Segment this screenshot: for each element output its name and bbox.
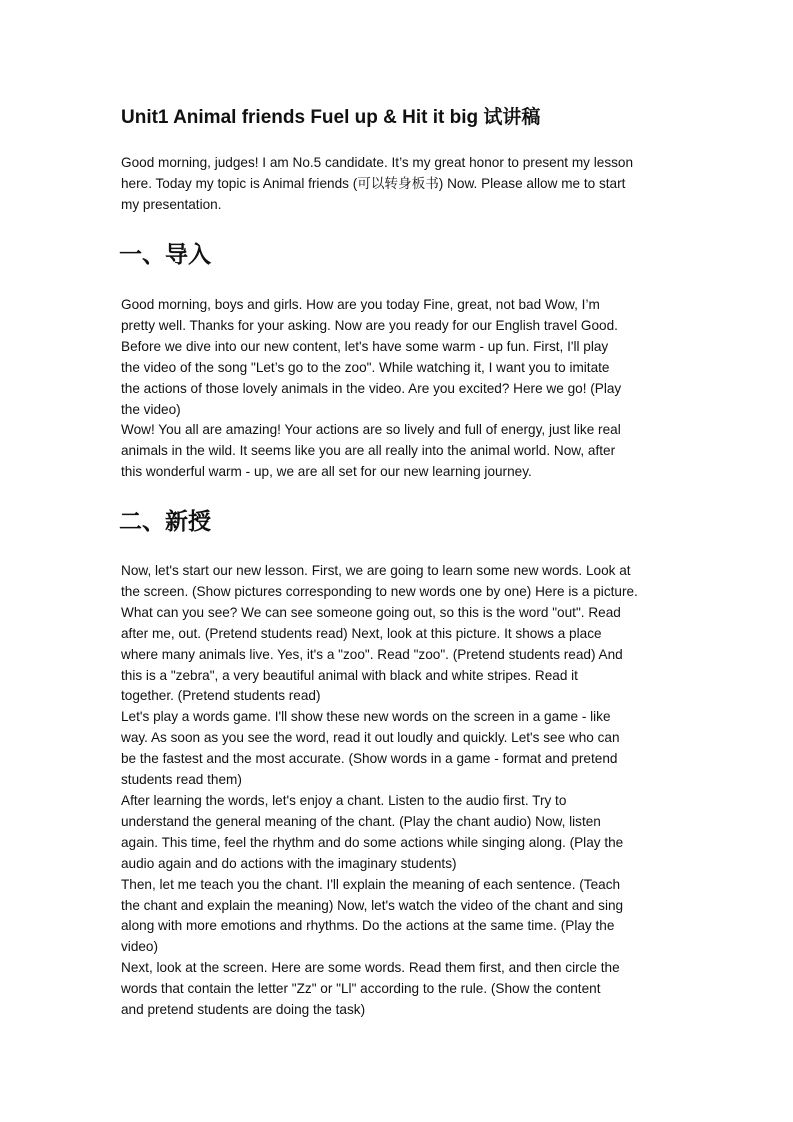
text-line: again. This time, feel the rhythm and do some actions while singing along. (Play the	[121, 834, 624, 850]
text-line: where many animals live. Yes, it's a "zoo". Read "zoo". (Pretend students read) And	[121, 646, 623, 662]
text-line: Now, let's start our new lesson. First, we are going to learn some new words. Look at	[121, 563, 631, 578]
text-line: Next, look at the screen. Here are some words. Read them first, and then circle the	[121, 960, 620, 976]
text-line: Let's play a words game. I'll show these new words on the screen in a game - like	[121, 709, 611, 725]
text-line: way. As soon as you see the word, read it out loudly and quickly. Let's see who can	[121, 730, 620, 746]
section2-paragraph	[121, 561, 686, 1021]
text-line: Good morning, boys and girls. How are you today Fine, great, not bad Wow, I’m	[121, 297, 600, 312]
text-line: words that contain the letter "Zz" or "Ll" according to the rule. (Show the content	[121, 981, 601, 997]
text-line: along with more emotions and rhythms. Do the actions at the same time. (Play the	[121, 918, 615, 934]
text-line: this is a "zebra", a very beautiful animal with black and white stripes. Read it	[121, 667, 578, 683]
section-heading-intro: 一、导入	[119, 242, 211, 268]
intro-paragraph	[121, 153, 686, 216]
document-title: Unit1 Animal friends Fuel up & Hit it big 试讲稿	[121, 107, 541, 128]
text-line: animals in the wild. It seems like you are all really into the animal world. Now, after	[121, 443, 616, 459]
text-line: understand the general meaning of the chant. (Play the chant audio) Now, listen	[121, 813, 601, 829]
text-line: What can you see? We can see someone going out, so this is the word "out". Read	[121, 604, 621, 620]
text-line: Before we dive into our new content, let's have some warm - up fun. First, I'll play	[121, 338, 609, 354]
text-line: Then, let me teach you the chant. I'll explain the meaning of each sentence. (Teach	[121, 876, 621, 892]
text-line: audio again and do actions with the imaginary students)	[121, 855, 457, 871]
text-line: the chant and explain the meaning) Now, let's watch the video of the chant and sing	[121, 897, 624, 913]
text-line: pretty well. Thanks for your asking. Now are you ready for our English travel Good.	[121, 317, 618, 333]
text-line: the video of the song "Let’s go to the zoo". While watching it, I want you to imitate	[121, 359, 610, 375]
text-line: be the fastest and the most accurate. (Show words in a game - format and pretend	[121, 751, 618, 767]
text-line: here. Today my topic is Animal friends (可以转身板书) Now. Please allow me to start	[121, 175, 626, 191]
text-line: Wow! You all are amazing! Your actions are so lively and full of energy, just like real	[121, 422, 621, 438]
text-line: video)	[121, 939, 159, 955]
text-line: after me, out. (Pretend students read) Next, look at this picture. It shows a place	[121, 625, 602, 641]
text-line: students read them)	[121, 772, 242, 788]
text-line: my presentation.	[121, 196, 222, 212]
text-line: together. (Pretend students read)	[121, 688, 321, 704]
section1-paragraph	[121, 295, 686, 483]
text-line: the video)	[121, 401, 181, 417]
text-line: this wonderful warm - up, we are all set for our new learning journey.	[121, 464, 532, 480]
text-line: the actions of those lovely animals in the video. Are you excited? Here we go! (Play	[121, 380, 622, 396]
text-line: and pretend students are doing the task)	[121, 1002, 366, 1018]
text-line: After learning the words, let's enjoy a chant. Listen to the audio first. Try to	[121, 792, 567, 808]
section-heading-new-lesson: 二、新授	[119, 509, 211, 535]
text-line: Good morning, judges! I am No.5 candidate. It’s my great honor to present my lesson	[121, 155, 634, 170]
text-line: the screen. (Show pictures corresponding to new words one by one) Here is a picture.	[121, 583, 638, 599]
